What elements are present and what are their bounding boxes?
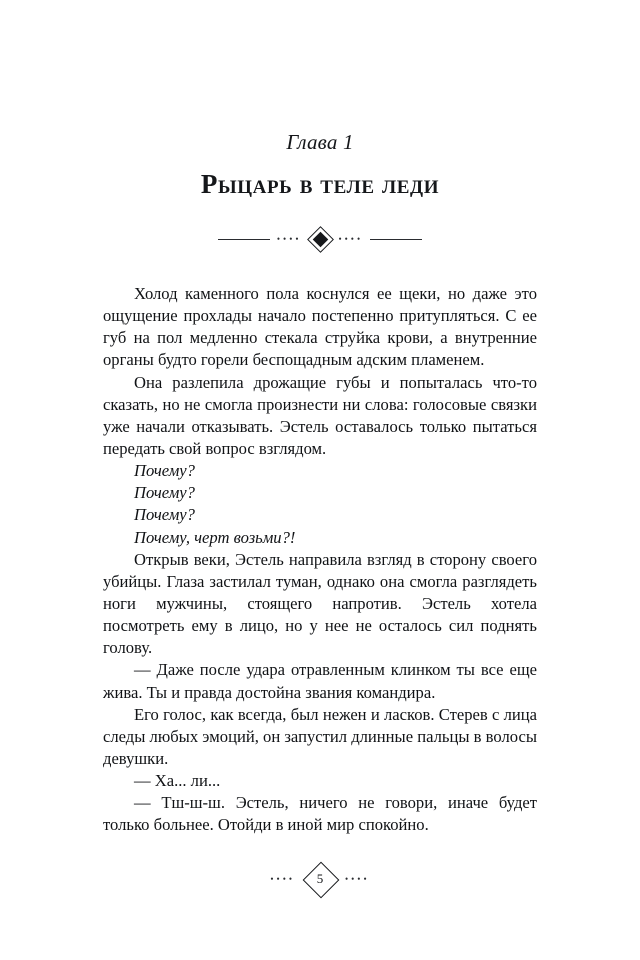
page-content bbox=[103, 130, 537, 837]
ornament-dots-left: •••• bbox=[276, 234, 302, 244]
paragraph: — Даже после удара отравленным клинком ты все еще жива. Ты и правда достойна звания командира. bbox=[103, 660, 537, 702]
paragraph: Почему? bbox=[134, 505, 195, 525]
paragraph: — Тш-ш-ш. Эстель, ничего не говори, иначе будет только больнее. Отойди в иной мир спокойно. bbox=[103, 793, 537, 835]
chapter-label: Глава 1 bbox=[286, 130, 354, 154]
page-number: 5 bbox=[316, 871, 324, 886]
ornament-dots-right: •••• bbox=[338, 234, 364, 244]
footer-dots-left: •••• bbox=[270, 873, 295, 884]
paragraph: Почему? bbox=[134, 483, 195, 503]
paragraph: Его голос, как всегда, был нежен и ласков. Стерев с лица следы любых эмоций, он запустил длинные пальцы в волосы девушки. bbox=[103, 704, 537, 768]
paragraph: Открыв веки, Эстель направила взгляд в сторону своего убийцы. Глаза застилал туман, однако она смогла разглядеть ноги мужчины, стоящего напротив. Эстель хотела посмотреть ему в лицо, но у нее не осталось сил поднять голову. bbox=[103, 549, 537, 658]
paragraph: — Ха... ли... bbox=[134, 771, 221, 791]
paragraph: Почему? bbox=[134, 461, 195, 481]
paragraph: Холод каменного пола коснулся ее щеки, но даже это ощущение прохлады начало постепенно притупляться. С ее губ на пол медленно стекала струйка крови, а внутренние органы будто горели беспощадным адским пламенем. bbox=[103, 284, 537, 370]
diamond-icon bbox=[307, 226, 334, 253]
ornament-line-right bbox=[370, 239, 422, 240]
footer-dots-right: •••• bbox=[345, 873, 370, 884]
paragraph: Почему, черт возьми?! bbox=[134, 527, 296, 547]
page-footer bbox=[0, 862, 640, 896]
body-text-block bbox=[103, 283, 537, 837]
section-ornament bbox=[103, 230, 537, 249]
page-number-badge bbox=[303, 862, 337, 896]
chapter-title: Рыцарь в теле леди bbox=[200, 169, 440, 199]
paragraph: Она разлепила дрожащие губы и попыталась что-то сказать, но не смогла произнести ни слова: голосовые связки уже начали отказывать. Эстель оставалось только пытаться передать свой вопрос взглядом. bbox=[103, 372, 537, 458]
ornament-line-left bbox=[218, 239, 270, 240]
